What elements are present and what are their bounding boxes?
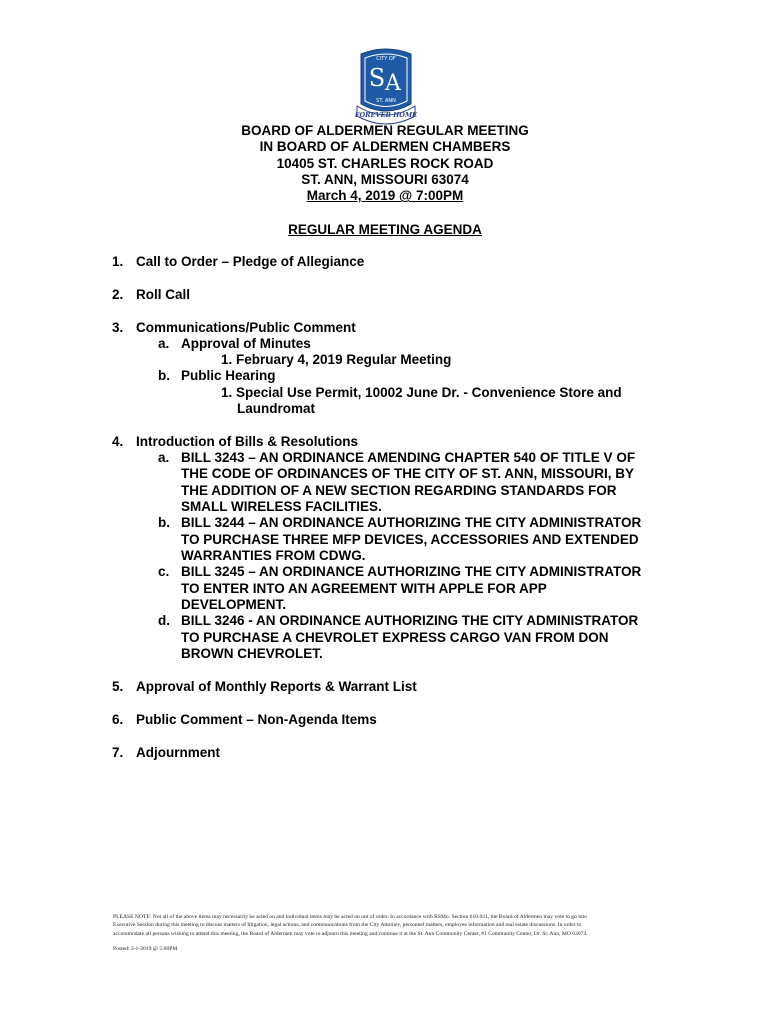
item-number: 3.: [112, 320, 124, 335]
item-text: Communications/Public Comment: [136, 320, 356, 335]
posted-date: Posted: 3-1-2019 @ 5:00PM: [113, 946, 178, 952]
city-seal-logo: [355, 46, 417, 128]
svg-text:ST. ANN: ST. ANN: [376, 98, 396, 104]
item-text: Approval of Monthly Reports & Warrant List: [136, 679, 417, 694]
subitem-letter: b.: [158, 515, 170, 530]
header-line-3: 10405 ST. CHARLES ROCK ROAD: [276, 155, 494, 171]
bill-text-line: SMALL WIRELESS FACILITIES.: [181, 499, 382, 514]
item-number: 1.: [112, 254, 124, 269]
bill-text-line: TO PURCHASE A CHEVROLET EXPRESS CARGO VAN FROM DON: [181, 630, 609, 645]
footer-note: [113, 913, 661, 938]
item-number: 6.: [112, 712, 124, 727]
svg-text:FOREVER HOME: FOREVER HOME: [355, 111, 417, 119]
bill-text-line: BILL 3243 – AN ORDINANCE AMENDING CHAPTER 540 OF TITLE V OF: [181, 450, 636, 465]
item-text: Adjournment: [136, 745, 220, 760]
svg-text:S: S: [368, 64, 386, 92]
subitem-letter: c.: [158, 564, 170, 579]
item-number: 5.: [112, 679, 124, 694]
subitem-letter: a.: [158, 450, 170, 465]
bill-text-line: THE ADDITION OF A NEW SECTION REGARDING STANDARDS FOR: [181, 483, 617, 498]
item-number: 4.: [112, 434, 124, 449]
bill-text-line: TO ENTER INTO AN AGREEMENT WITH APPLE FOR APP: [181, 581, 547, 596]
subitem-detail: 1. Special Use Permit, 10002 June Dr. - Convenience Store and: [221, 385, 622, 400]
meeting-date: March 4, 2019 @ 7:00PM: [306, 188, 464, 204]
footer-note-line: Executive Session during this meeting to discuss matters of litigation, legal actions, and communications from the City Attorney, personnel matters, employee information and real estate discussions. In order to: [113, 922, 582, 929]
header-line-4: ST. ANN, MISSOURI 63074: [301, 171, 469, 187]
bill-text-line: BROWN CHEVROLET.: [181, 646, 323, 661]
bill-text-line: BILL 3245 – AN ORDINANCE AUTHORIZING THE CITY ADMINISTRATOR: [181, 564, 642, 579]
header-line-2: IN BOARD OF ALDERMEN CHAMBERS: [259, 139, 511, 155]
item-text: Roll Call: [136, 287, 191, 302]
bill-text-line: THE CODE OF ORDINANCES OF THE CITY OF ST. ANN, MISSOURI, BY: [181, 466, 635, 481]
subitem-detail: 1. February 4, 2019 Regular Meeting: [221, 352, 452, 367]
subitem-text: Approval of Minutes: [181, 336, 311, 351]
subitem-detail-cont: Laundromat: [237, 401, 316, 416]
agenda-title: REGULAR MEETING AGENDA: [288, 222, 482, 237]
item-number: 2.: [112, 287, 124, 302]
footer-note-line: PLEASE NOTE: Not all of the above items may necessarily be acted on and individual items may be acted on out of order. In accordance with RSMo. Section 610.021, the Board of Aldermen may vote to go into: [113, 914, 587, 920]
bill-text-line: BILL 3244 – AN ORDINANCE AUTHORIZING THE CITY ADMINISTRATOR: [181, 515, 642, 530]
subitem-letter: d.: [158, 613, 170, 628]
subitem-text: Public Hearing: [181, 368, 276, 383]
meeting-header: [0, 123, 770, 204]
item-text: Introduction of Bills & Resolutions: [136, 434, 358, 449]
item-number: 7.: [112, 745, 124, 760]
item-text: Public Comment – Non-Agenda Items: [136, 712, 377, 727]
bill-text-line: BILL 3246 - AN ORDINANCE AUTHORIZING THE CITY ADMINISTRATOR: [181, 613, 639, 628]
header-line-1: BOARD OF ALDERMEN REGULAR MEETING: [241, 123, 529, 138]
footer-note-line: accommodate all persons wishing to attend this meeting, the Board of Aldermen may vote to adjourn this meeting and continue it at the St. Ann Community Center, #1 Community Center, Dr. St. Ann, MO 63074.: [113, 930, 588, 937]
bill-text-line: TO PURCHASE THREE MFP DEVICES, ACCESSORIES AND EXTENDED: [181, 532, 639, 547]
bill-text-line: WARRANTIES FROM CDWG.: [181, 548, 366, 563]
subitem-letter: a.: [158, 336, 170, 351]
item-text: Call to Order – Pledge of Allegiance: [136, 254, 365, 269]
bill-text-line: DEVELOPMENT.: [181, 597, 287, 612]
subitem-letter: b.: [158, 368, 170, 383]
svg-text:CITY OF: CITY OF: [376, 56, 396, 62]
svg-text:A: A: [385, 71, 401, 96]
